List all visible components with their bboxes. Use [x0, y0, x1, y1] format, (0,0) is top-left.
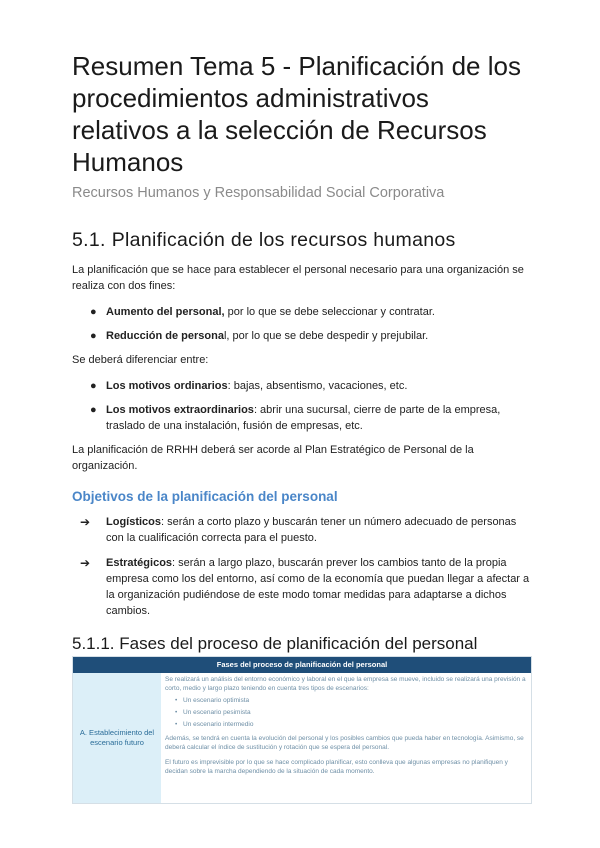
arrow-right-icon: ➔	[80, 515, 91, 529]
bullet-icon: ●	[90, 330, 97, 342]
page-subtitle: Recursos Humanos y Responsabilidad Social Corporativa	[72, 185, 445, 201]
motivos-list	[72, 378, 532, 434]
table-paragraph: Además, se tendrá en cuenta la evolución del personal y los posibles cambios que pueda haber en tecnología. Asimismo, se deberá calcular el índice de sustitución y rotación que se espera del personal.	[165, 735, 524, 751]
section-heading	[72, 228, 532, 252]
row-content	[165, 675, 527, 803]
list-item: ● Los motivos ordinarios: bajas, absentismo, vacaciones, etc.	[90, 380, 408, 392]
page-title: Resumen Tema 5 - Planificación de los procedimientos administrativos relativos a la selección de Recursos Humanos	[72, 51, 521, 177]
arrow-right-icon: ➔	[80, 556, 91, 570]
bullet-icon: ●	[90, 404, 97, 416]
table-paragraph: Se realizará un análisis del entorno económico y laboral en el que la empresa se mueve, incluido se realizará una previsión a corto, medio y largo plazo teniendo en cuenta tres tipos de escenarios:	[165, 676, 526, 692]
bullet-icon: ●	[90, 306, 97, 318]
row-label: A. Establecimiento del escenario futuro	[73, 673, 161, 803]
section-number: 5.1.	[72, 229, 106, 251]
diferenciar-paragraph: Se deberá diferenciar entre:	[72, 354, 209, 366]
subsection-heading: 5.1.1. Fases del proceso de planificación del personal	[72, 634, 478, 653]
list-item: ● Los motivos extraordinarios: abrir una sucursal, cierre de parte de la empresa, traslado de una instalación, fusión de empresas, etc.	[90, 404, 501, 432]
list-item: ➔ Logísticos: serán a corto plazo y buscarán tener un número adecuado de personas con la cualificación correcta para el puesto.	[80, 515, 517, 544]
objetivos-list	[72, 514, 532, 619]
list-item: ● Aumento del personal, por lo que se debe seleccionar y contratar.	[90, 306, 435, 318]
list-item: ● Reducción de personal, por lo que se debe despedir y prejubilar.	[90, 330, 429, 342]
fines-list	[72, 304, 532, 344]
list-item: • Un escenario intermedio	[175, 720, 527, 729]
document-page	[72, 50, 532, 655]
table-paragraph: El futuro es imprevisible por lo que se hace complicado planificar, esto conlleva que algunas empresas no planifiquen y decidan sobre la marcha dependiendo de la situación de cada momento.	[165, 759, 508, 775]
table-row	[73, 673, 531, 803]
escenarios-list	[165, 696, 527, 729]
table-header: Fases del proceso de planificación del personal	[73, 657, 531, 673]
list-item: • Un escenario pesimista	[175, 708, 527, 717]
intro-paragraph: La planificación que se hace para establecer el personal necesario para una organización se realiza con dos fines:	[72, 264, 524, 292]
bullet-icon: ●	[90, 380, 97, 392]
section-title: Planificación de los recursos humanos	[111, 229, 456, 251]
list-item: • Un escenario optimista	[175, 696, 527, 705]
list-item: ➔ Estratégicos: serán a largo plazo, buscarán prever los cambios tanto de la propia empresa como los del entorno, así como de la economía que puedan llegar a afectar a la organización pudiéndose de este modo tomar medidas para adaptarse a dichos cambios.	[80, 556, 530, 617]
objetivos-heading: Objetivos de la planificación del personal	[72, 489, 338, 504]
fases-table	[72, 656, 532, 804]
acorde-paragraph: La planificación de RRHH deberá ser acorde al Plan Estratégico de Personal de la organización.	[72, 444, 474, 472]
